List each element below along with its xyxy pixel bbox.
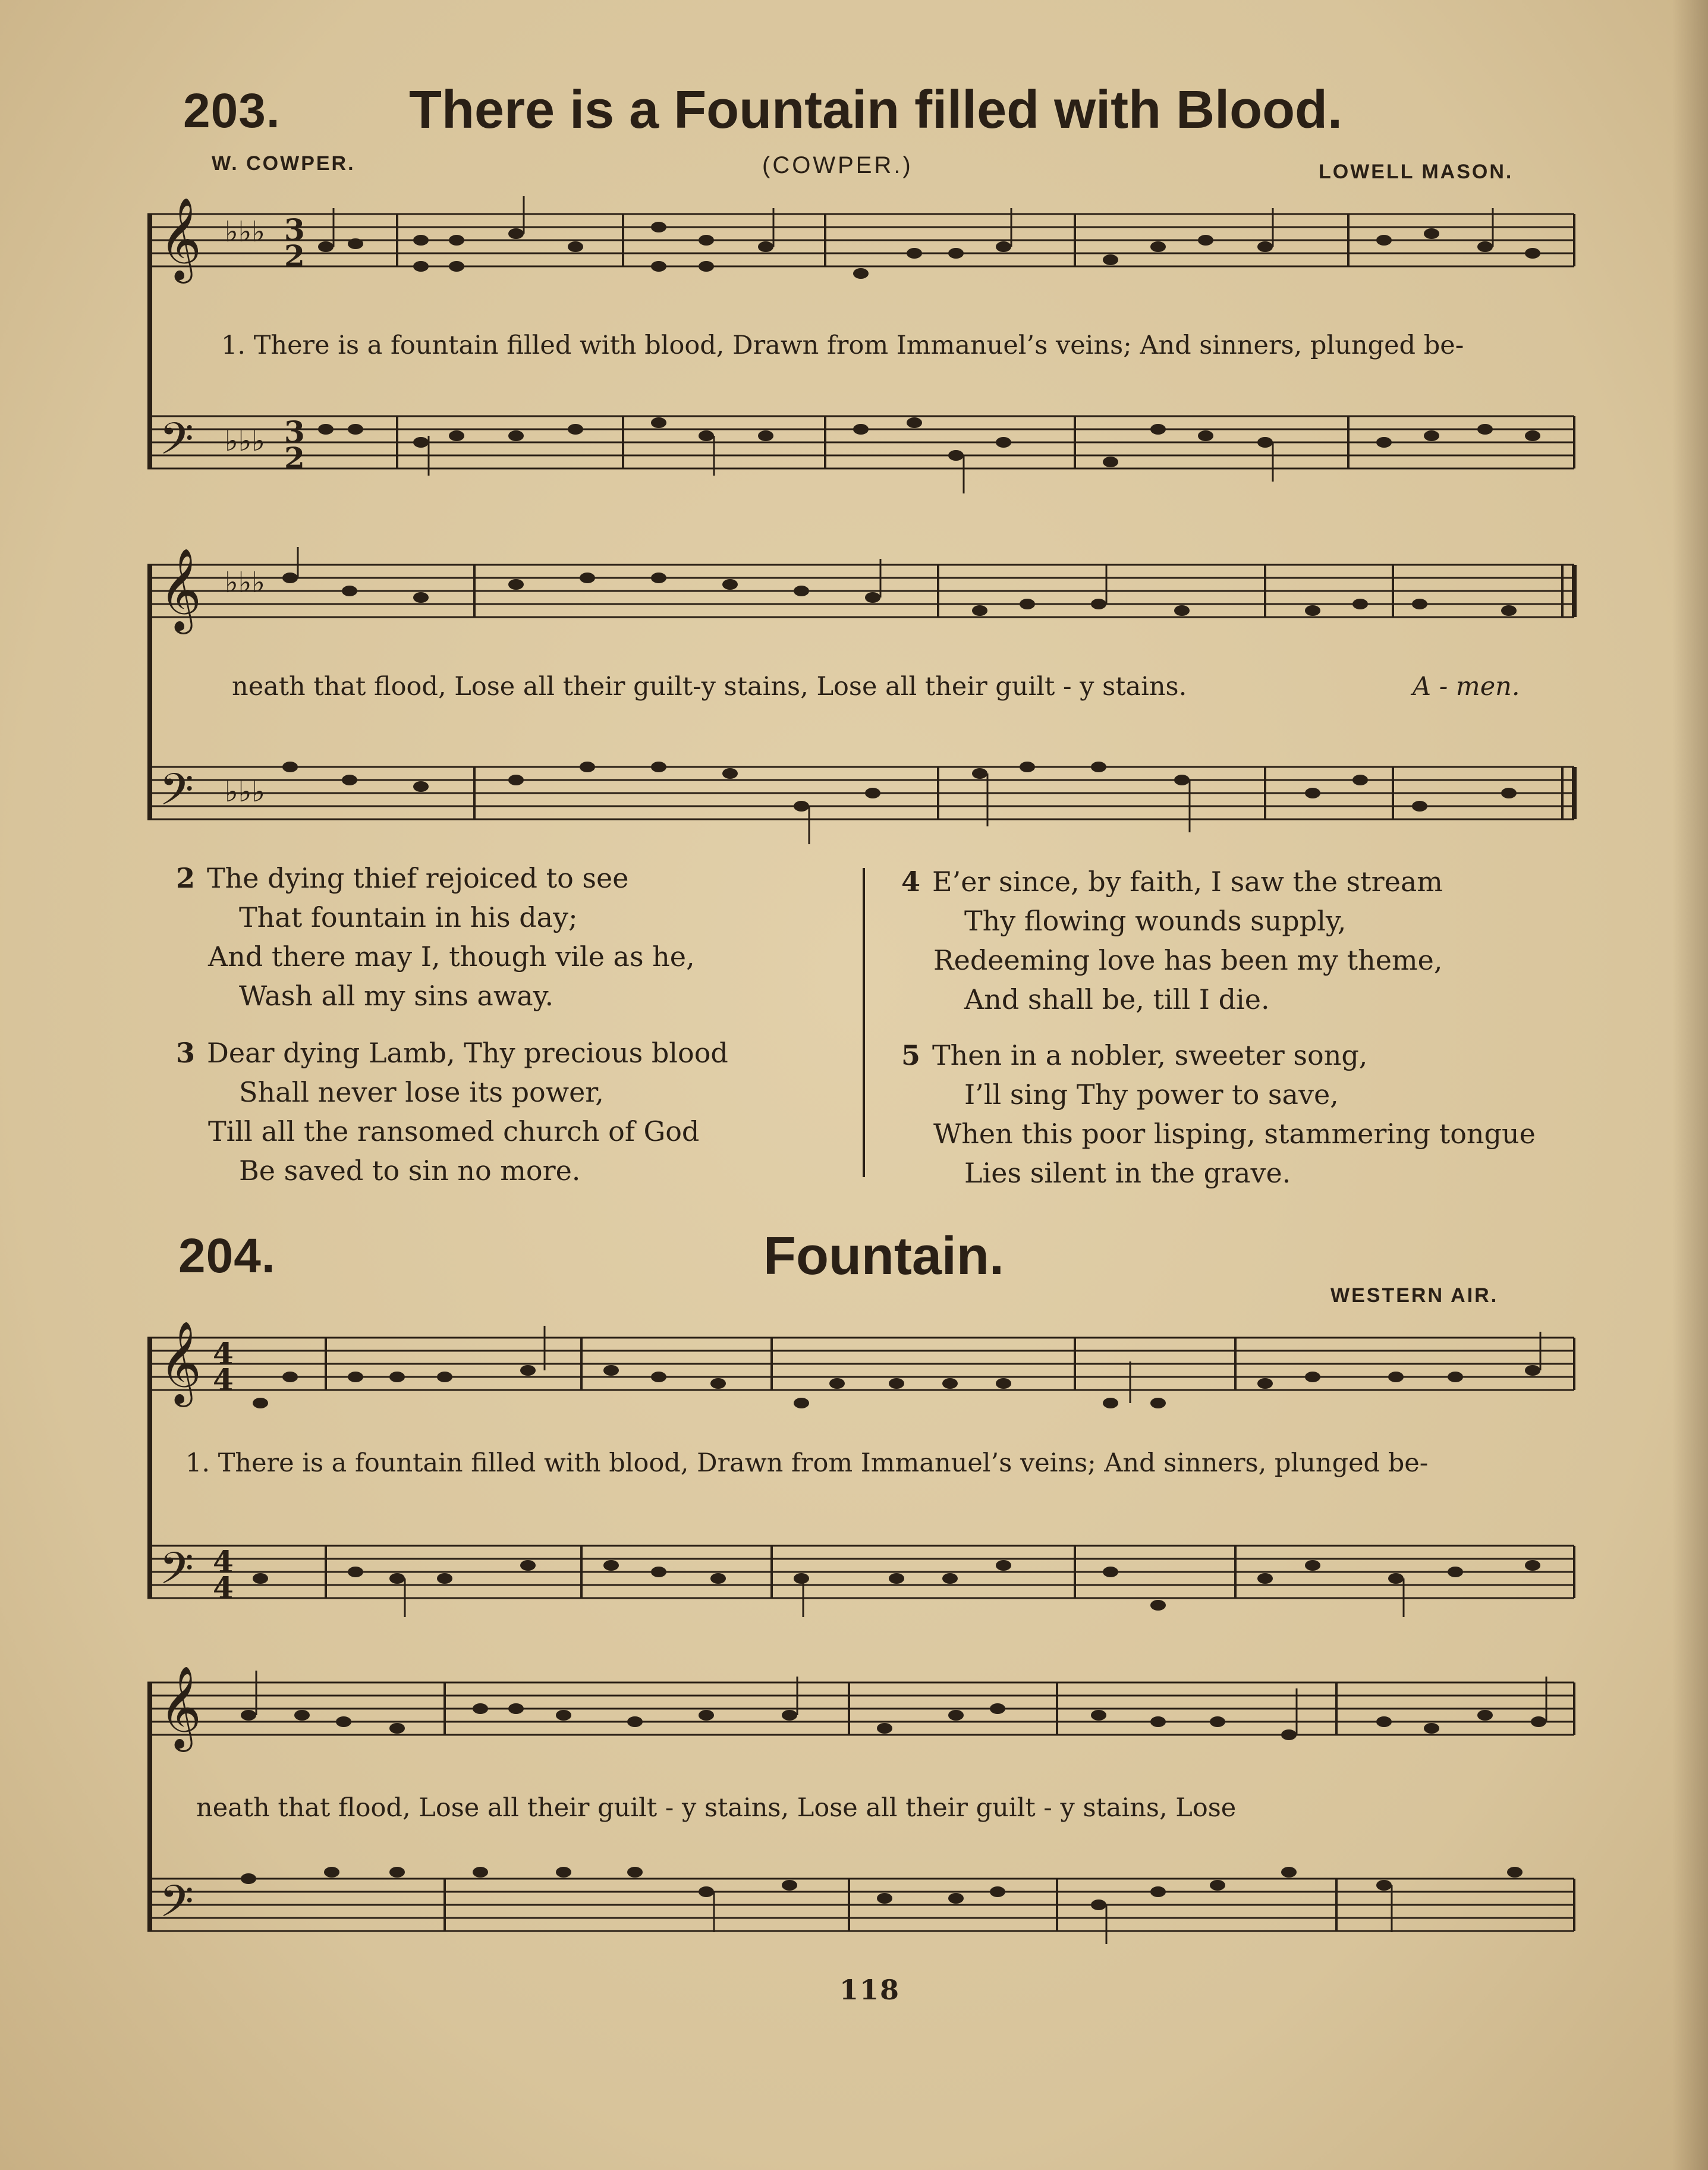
svg-text:4: 4 (213, 1362, 234, 1397)
hymn-203-title: There is a Fountain filled with Blood. (409, 80, 1343, 140)
svg-text:♭♭♭: ♭♭♭ (225, 424, 265, 458)
hymn-203-author: W. COWPER. (212, 152, 356, 175)
hymn-203-amen: A - men. (1413, 672, 1520, 702)
page-number: 118 (839, 1974, 901, 2006)
svg-text:2: 2 (284, 238, 305, 273)
page-shadow-edge (1672, 0, 1708, 2170)
hymn-204-title: Fountain. (763, 1226, 1004, 1286)
verse-2-line-2: That fountain in his day; (239, 901, 578, 933)
svg-text:♭♭♭: ♭♭♭ (225, 566, 265, 599)
verse-column-divider (863, 868, 865, 1177)
svg-text:4: 4 (213, 1336, 234, 1371)
verse-3-number: 3 (176, 1037, 196, 1069)
verse-4-line-1: E’er since, by faith, I saw the stream (932, 866, 1443, 898)
verse-4-line-4: And shall be, till I die. (964, 983, 1270, 1015)
verse-4-number: 4 (901, 866, 921, 898)
hymn-203-tune: (COWPER.) (762, 152, 913, 178)
verse-5 (901, 1036, 1536, 1193)
verse-2-line-1: The dying thief rejoiced to see (207, 862, 629, 894)
svg-text:2: 2 (284, 441, 305, 476)
verse-3-line-3: Till all the ransomed church of God (208, 1115, 700, 1147)
verse-3-line-4: Be saved to sin no more. (239, 1155, 581, 1187)
svg-text:4: 4 (213, 1570, 234, 1605)
hymn-204-lyrics-line-1: 1. There is a fountain filled with blood, Drawn from Immanuel’s veins; And sinners, plunged be- (185, 1448, 1429, 1478)
verse-2-line-4: Wash all my sins away. (239, 980, 554, 1012)
verse-5-line-2: I’ll sing Thy power to save, (964, 1078, 1339, 1111)
hymn-204-composer: WESTERN AIR. (1330, 1284, 1499, 1307)
svg-text:3: 3 (284, 414, 305, 449)
svg-text:𝄞: 𝄞 (159, 1666, 202, 1748)
hymn-203-lyrics-line-2: neath that flood, Lose all their guilt-y stains, Lose all their guilt - y stains. (232, 672, 1187, 702)
hymn-204-lyrics-line-2: neath that flood, Lose all their guilt - y stains, Lose all their guilt - y stains, Lose (196, 1793, 1237, 1823)
verse-3 (176, 1033, 728, 1190)
verse-3-line-1: Dear dying Lamb, Thy precious blood (207, 1037, 728, 1069)
svg-text:4: 4 (213, 1544, 234, 1579)
verse-5-number: 5 (901, 1039, 921, 1071)
verse-3-line-2: Shall never lose its power, (239, 1076, 604, 1108)
verse-2-number: 2 (176, 862, 196, 894)
verse-2-line-3: And there may I, though vile as he, (208, 941, 695, 973)
hymn-203-number: 203. (183, 84, 281, 138)
verse-5-line-3: When this poor lisping, stammering tongue (933, 1118, 1536, 1150)
svg-text:𝄞: 𝄞 (159, 548, 202, 631)
svg-text:𝄢: 𝄢 (159, 1543, 194, 1605)
svg-text:𝄞: 𝄞 (159, 197, 202, 280)
svg-text:3: 3 (284, 212, 305, 247)
verse-4-line-3: Redeeming love has been my theme, (933, 944, 1443, 976)
svg-text:♭♭♭: ♭♭♭ (225, 215, 265, 249)
svg-text:𝄢: 𝄢 (159, 413, 194, 476)
verse-2 (176, 858, 695, 1015)
svg-text:♭♭♭: ♭♭♭ (225, 775, 265, 809)
verse-4 (901, 862, 1443, 1019)
hymn-204-number: 204. (178, 1229, 276, 1283)
verse-5-line-1: Then in a nobler, sweeter song, (932, 1039, 1368, 1071)
svg-text:𝄢: 𝄢 (159, 1876, 194, 1938)
hymn-203-composer: LOWELL MASON. (1319, 161, 1514, 183)
hymn-203-lyrics-line-1: 1. There is a fountain filled with blood, Drawn from Immanuel’s veins; And sinners, plunged be- (221, 331, 1464, 360)
svg-text:𝄢: 𝄢 (159, 764, 194, 826)
svg-text:𝄞: 𝄞 (159, 1321, 202, 1404)
verse-4-line-2: Thy flowing wounds supply, (964, 905, 1347, 937)
verse-5-line-4: Lies silent in the grave. (964, 1157, 1291, 1189)
